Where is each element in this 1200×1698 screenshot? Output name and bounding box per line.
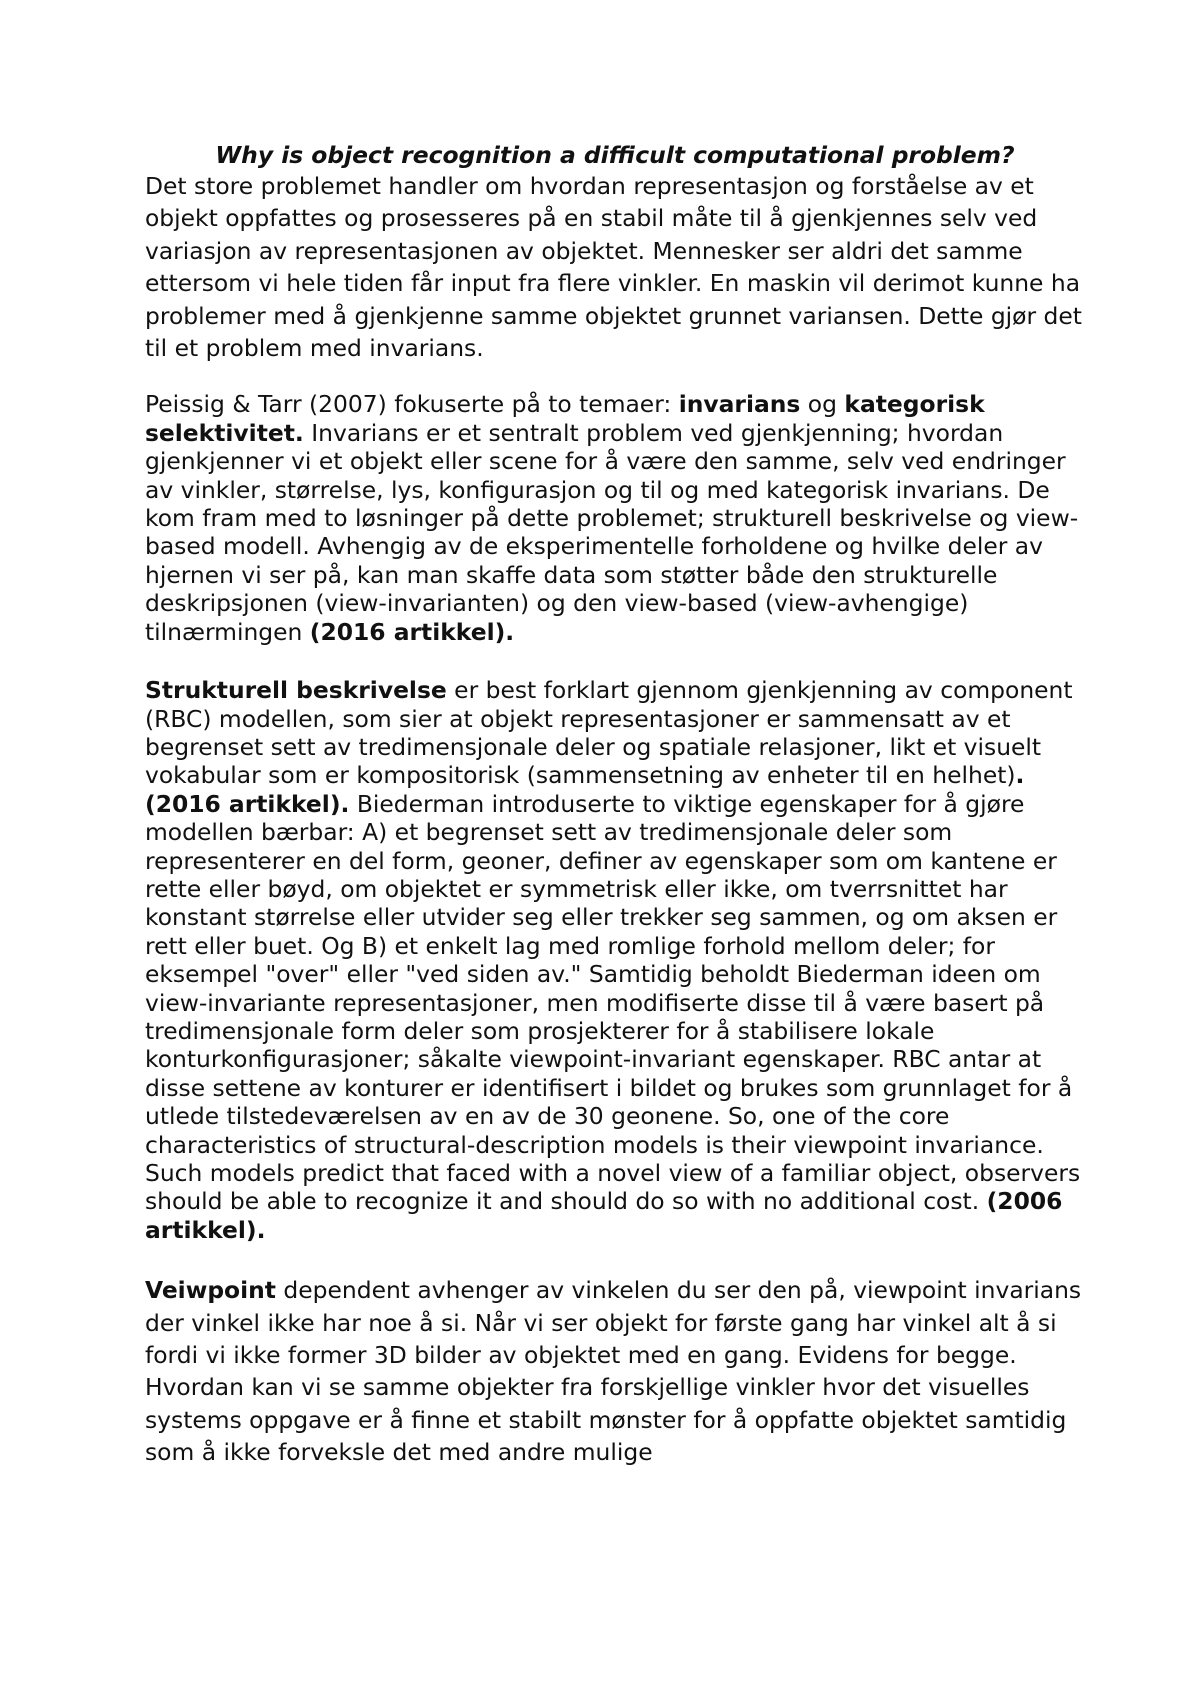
paragraph-text: er best forklart gjennom gjenkjenning av component (RBC) modellen, som sier at objekt representasjoner er sammensatt av et begrenset sett av tredimensjonale deler og spatiale relasjoner, likt et visuelt vokabular som er kompositorisk (sammensetning av enheter til en helhet) xyxy=(145,676,1073,790)
citation: . (2016 artikkel). xyxy=(145,761,1025,818)
document-title: Why is object recognition a difficult computational problem? xyxy=(215,141,1015,169)
paragraph-intro xyxy=(145,170,1085,364)
document-page xyxy=(145,140,1085,1469)
bold-term: kategorisk selektivitet. xyxy=(145,390,985,447)
paragraph-intro-text: Det store problemet handler om hvordan representasjon og forståelse av et objekt oppfattes og prosesseres på en stabil måte til å gjenkjennes selv ved variasjon av representasjonen av objektet. Mennesker ser aldri det samme ettersom vi hele tiden får input fra flere vinkler. En maskin vil derimot kunne ha problemer med å gjenkjenne samme objektet grunnet variansen. Dette gjør det til et problem med invarians. xyxy=(145,172,1082,363)
bold-term: invarians xyxy=(678,390,801,419)
citation: (2016 artikkel). xyxy=(309,617,515,646)
citation: (2006 artikkel). xyxy=(145,1187,1063,1244)
paragraph-structural-description xyxy=(145,676,1085,1244)
bold-term: Strukturell beskrivelse xyxy=(145,676,447,705)
paragraph-peissig-tarr xyxy=(145,390,1085,646)
paragraph-text: dependent avhenger av vinkelen du ser den på, viewpoint invarians der vinkel ikke har noe å si. Når vi ser objekt for første gang har vinkel alt å si fordi vi ikke former 3D bilder av objektet med en gang. Evidens for begge. Hvordan kan vi se samme objekter fra forskjellige vinkler hvor det visuelles systems oppgave er å finne et stabilt mønster for å oppfatte objektet samtidig som å ikke forveksle det med andre mulige xyxy=(145,1276,1082,1467)
paragraph-text: Biederman introduserte to viktige egenskaper for å gjøre modellen bærbar: A) et begrenset sett av tredimensjonale deler som representerer en del form, geoner, definer av egenskaper som om kantene er rette eller bøyd, om objektet er symmetrisk eller ikke, om tverrsnittet har konstant størrelse eller utvider seg eller trekker seg sammen, og om aksen er rett eller buet. Og B) et enkelt lag med romlige forhold mellom deler; for eksempel "over" eller "ved siden av." Samtidig beholdt Biederman ideen om view-invariante representasjoner, men modifiserte disse til å være basert på tredimensjonale form deler som prosjekterer for å stabilisere lokale konturkonfigurasjoner; såkalte viewpoint-invariant egenskaper. RBC antar at disse settene av konturer er identifisert i bildet og brukes som grunnlaget for å utlede tilstedeværelsen av en av de 30 geonene. So, one of the core characteristics of structural-description models is their viewpoint invariance. Such models predict that faced with a novel view of a familiar object, observers should be able to recognize it and should do so with no additional cost. xyxy=(145,789,1081,1216)
paragraph-text: og xyxy=(800,390,845,419)
paragraph-text: Invarians er et sentralt problem ved gjenkjenning; hvordan gjenkjenner vi et objekt eller scene for å være den samme, selv ved endringer av vinkler, størrelse, lys, konfigurasjon og til og med kategorisk invarians. De kom fram med to løsninger på dette problemet; strukturell beskrivelse og view-based modell. Avhengig av de eksperimentelle forholdene og hvilke deler av hjernen vi ser på, kan man skaffe data som støtter både den strukturelle deskripsjonen (view-invarianten) og den view-based (view-avhengige) tilnærmingen xyxy=(145,418,1079,646)
bold-term: Veiwpoint xyxy=(145,1276,276,1305)
paragraph-viewpoint xyxy=(145,1274,1085,1468)
paragraph-text: Peissig & Tarr (2007) fokuserte på to temaer: xyxy=(145,390,679,419)
